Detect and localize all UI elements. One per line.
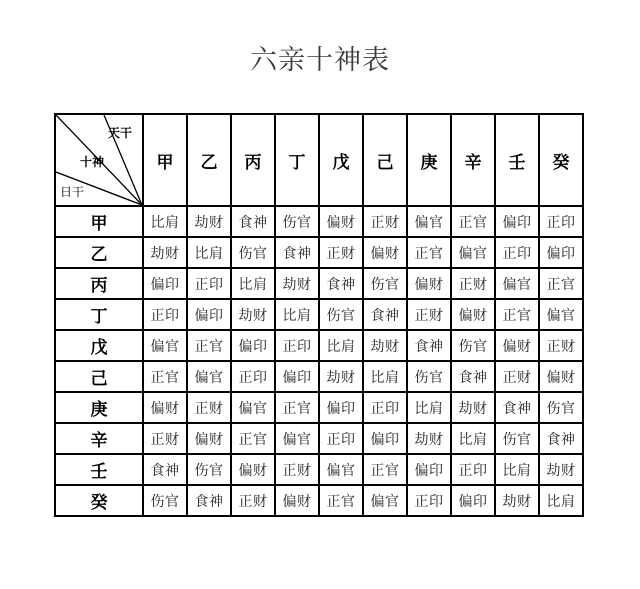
table-cell: 偏官: [275, 423, 319, 454]
row-header: 乙: [55, 237, 143, 268]
table-cell: 食神: [143, 454, 187, 485]
table-cell: 正印: [319, 423, 363, 454]
table-cell: 劫财: [143, 237, 187, 268]
table-cell: 劫财: [539, 454, 583, 485]
row-header: 甲: [55, 206, 143, 237]
column-header: 庚: [407, 114, 451, 206]
table-cell: 比肩: [539, 485, 583, 516]
table-cell: 伤官: [187, 454, 231, 485]
table-row: [55, 237, 583, 268]
row-header: 戊: [55, 330, 143, 361]
row-header: 丁: [55, 299, 143, 330]
row-header: 辛: [55, 423, 143, 454]
table-cell: 伤官: [143, 485, 187, 516]
table-cell: 正印: [275, 330, 319, 361]
table-cell: 食神: [407, 330, 451, 361]
table-cell: 偏官: [319, 454, 363, 485]
table-cell: 正印: [231, 361, 275, 392]
table-cell: 劫财: [495, 485, 539, 516]
table-row: [55, 485, 583, 516]
column-header: 癸: [539, 114, 583, 206]
table-cell: 正财: [495, 361, 539, 392]
table-cell: 正官: [495, 299, 539, 330]
table-cell: 正财: [231, 485, 275, 516]
table-cell: 偏印: [407, 454, 451, 485]
table-cell: 劫财: [275, 268, 319, 299]
table-cell: 偏财: [451, 299, 495, 330]
table-cell: 偏财: [187, 423, 231, 454]
table-cell: 偏印: [451, 485, 495, 516]
corner-label-tiangan: 天干: [108, 126, 133, 140]
table-cell: 食神: [275, 237, 319, 268]
table-cell: 正财: [363, 206, 407, 237]
table-cell: 伤官: [451, 330, 495, 361]
table-cell: 偏官: [143, 330, 187, 361]
table-row: [55, 423, 583, 454]
table-cell: 比肩: [187, 237, 231, 268]
table-cell: 偏官: [539, 299, 583, 330]
table-cell: 伤官: [495, 423, 539, 454]
corner-label-shishen: 十神: [80, 155, 105, 169]
header-row: [55, 114, 583, 206]
table-cell: 偏印: [143, 268, 187, 299]
table-cell: 比肩: [275, 299, 319, 330]
table-cell: 正官: [231, 423, 275, 454]
table-cell: 正印: [407, 485, 451, 516]
table-cell: 正官: [407, 237, 451, 268]
table-cell: 比肩: [319, 330, 363, 361]
table-cell: 正印: [363, 392, 407, 423]
table-cell: 正官: [187, 330, 231, 361]
table-cell: 食神: [363, 299, 407, 330]
table-cell: 正财: [407, 299, 451, 330]
row-header: 庚: [55, 392, 143, 423]
column-header: 乙: [187, 114, 231, 206]
table-cell: 偏官: [451, 237, 495, 268]
table-cell: 食神: [495, 392, 539, 423]
table-cell: 劫财: [363, 330, 407, 361]
table-cell: 偏官: [407, 206, 451, 237]
table-cell: 正财: [539, 330, 583, 361]
table-cell: 正印: [539, 206, 583, 237]
table-row: [55, 361, 583, 392]
table-row: [55, 299, 583, 330]
table-cell: 比肩: [231, 268, 275, 299]
table-row: [55, 392, 583, 423]
table-cell: 偏印: [319, 392, 363, 423]
table-cell: 偏财: [319, 206, 363, 237]
column-header: 壬: [495, 114, 539, 206]
table-cell: 偏印: [275, 361, 319, 392]
column-header: 丙: [231, 114, 275, 206]
table-cell: 偏印: [187, 299, 231, 330]
table-cell: 食神: [231, 206, 275, 237]
table-cell: 正官: [539, 268, 583, 299]
table-cell: 劫财: [187, 206, 231, 237]
table-cell: 伤官: [539, 392, 583, 423]
table-cell: 偏财: [143, 392, 187, 423]
table-cell: 正印: [187, 268, 231, 299]
table-cell: 正官: [451, 206, 495, 237]
column-header: 戊: [319, 114, 363, 206]
table-cell: 偏官: [363, 485, 407, 516]
table-cell: 食神: [539, 423, 583, 454]
table-cell: 劫财: [451, 392, 495, 423]
table-row: [55, 330, 583, 361]
table-cell: 伤官: [275, 206, 319, 237]
row-header: 壬: [55, 454, 143, 485]
table-cell: 偏官: [231, 392, 275, 423]
table-row: [55, 206, 583, 237]
table-cell: 正印: [495, 237, 539, 268]
table-cell: 正财: [143, 423, 187, 454]
table-body: [55, 114, 583, 516]
table-cell: 偏印: [363, 423, 407, 454]
table-cell: 比肩: [451, 423, 495, 454]
table-cell: 偏财: [495, 330, 539, 361]
table-cell: 偏官: [495, 268, 539, 299]
table-cell: 偏印: [231, 330, 275, 361]
table-cell: 偏财: [407, 268, 451, 299]
table-row: [55, 268, 583, 299]
table-cell: 正官: [363, 454, 407, 485]
table-cell: 食神: [451, 361, 495, 392]
table-cell: 偏财: [231, 454, 275, 485]
table-cell: 偏财: [275, 485, 319, 516]
row-header: 丙: [55, 268, 143, 299]
column-header: 辛: [451, 114, 495, 206]
column-header: 丁: [275, 114, 319, 206]
table-cell: 偏财: [363, 237, 407, 268]
table-cell: 偏官: [187, 361, 231, 392]
table-cell: 伤官: [319, 299, 363, 330]
table-cell: 伤官: [407, 361, 451, 392]
table-cell: 伤官: [231, 237, 275, 268]
shishen-table: [54, 113, 584, 517]
column-header: 己: [363, 114, 407, 206]
corner-label-rigan: 日干: [60, 185, 85, 199]
table-cell: 比肩: [407, 392, 451, 423]
table-cell: 劫财: [231, 299, 275, 330]
table-cell: 正官: [319, 485, 363, 516]
table-cell: 劫财: [319, 361, 363, 392]
table-cell: 正印: [451, 454, 495, 485]
table-cell: 食神: [319, 268, 363, 299]
table-cell: 正印: [143, 299, 187, 330]
table-cell: 偏印: [539, 237, 583, 268]
table-cell: 正官: [143, 361, 187, 392]
table-cell: 正官: [275, 392, 319, 423]
table-cell: 食神: [187, 485, 231, 516]
page-title: 六亲十神表: [250, 45, 390, 76]
table-cell: 比肩: [495, 454, 539, 485]
table-cell: 正财: [187, 392, 231, 423]
corner-cell: [55, 114, 143, 206]
table-cell: 正财: [275, 454, 319, 485]
table-row: [55, 454, 583, 485]
table-cell: 比肩: [363, 361, 407, 392]
table-cell: 偏财: [539, 361, 583, 392]
row-header: 癸: [55, 485, 143, 516]
column-header: 甲: [143, 114, 187, 206]
table-cell: 伤官: [363, 268, 407, 299]
table-cell: 劫财: [407, 423, 451, 454]
table-cell: 正财: [451, 268, 495, 299]
table-cell: 比肩: [143, 206, 187, 237]
table-cell: 偏印: [495, 206, 539, 237]
row-header: 己: [55, 361, 143, 392]
table-cell: 正财: [319, 237, 363, 268]
